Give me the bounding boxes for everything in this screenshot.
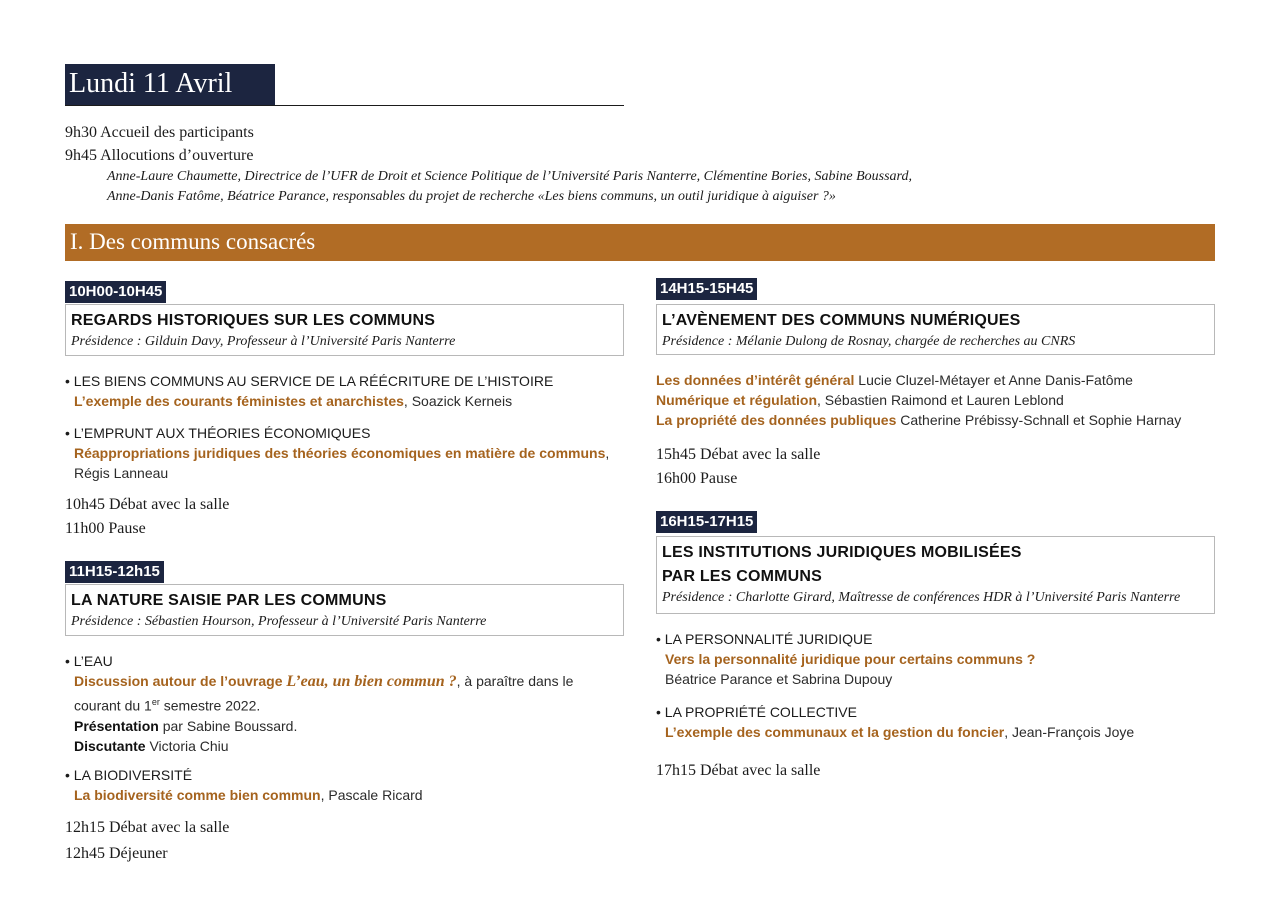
presentation-label: Présentation: [74, 717, 159, 734]
list-item: [65, 651, 625, 756]
session-header-box: [65, 584, 624, 636]
item-heading: • LA PERSONNALITÉ JURIDIQUE: [656, 631, 873, 647]
talk-speaker: , Jean-François Joye: [1004, 724, 1135, 740]
item-heading: • L’EAU: [65, 653, 113, 669]
talk-speaker: , Soazick Kerneis: [403, 393, 513, 409]
item-heading: • LES BIENS COMMUNS AU SERVICE DE LA RÉÉCRITURE DE L’HISTOIRE: [65, 373, 554, 389]
session-time-tag: 10H00-10H45: [65, 281, 166, 303]
talk-speaker: , Pascale Ricard: [320, 787, 423, 803]
intro-speakers-line-2: Anne-Danis Fatôme, Béatrice Parance, responsables du projet de recherche «Les biens communs, un outil juridique à aiguiser ?»: [107, 189, 836, 204]
talk-detail-text: semestre 2022.: [159, 697, 261, 714]
item-heading: • LA PROPRIÉTÉ COLLECTIVE: [656, 704, 857, 720]
schedule-debate: 17h15 Débat avec la salle: [656, 762, 821, 779]
presentation-text: par Sabine Boussard.: [158, 717, 298, 734]
talk-detail-sup: er: [151, 697, 160, 707]
session-presidence: Présidence : Gilduin Davy, Professeur à l’Université Paris Nanterre: [71, 334, 456, 349]
intro-welcome: 9h30 Accueil des participants: [65, 124, 254, 141]
list-item: [656, 629, 1216, 689]
talk-speaker-line: Régis Lanneau: [74, 465, 169, 481]
session-title: LA NATURE SAISIE PAR LES COMMUNS: [71, 592, 387, 609]
section-title: I. Des communs consacrés: [65, 224, 1215, 261]
talk-title: La biodiversité comme bien commun: [74, 787, 321, 803]
schedule-debate: 12h15 Débat avec la salle: [65, 819, 230, 836]
talk-title: L’exemple des courants féministes et anarchistes: [74, 393, 404, 409]
day-title: Lundi 11 Avril: [65, 64, 275, 105]
talk-speaker: , Sébastien Raimond et Lauren Leblond: [817, 392, 1064, 408]
talk-detail-line: [65, 692, 625, 716]
list-item: [656, 370, 1226, 390]
talk-title: L’exemple des communaux et la gestion du foncier: [665, 724, 1005, 740]
session-header-box: [656, 304, 1215, 355]
list-item: [656, 410, 1226, 430]
talk-title: La propriété des données publiques: [656, 412, 897, 428]
book-title: L’eau, un bien commun ?: [286, 673, 457, 690]
talk-speaker: Catherine Prébissy-Schnall et Sophie Harnay: [896, 412, 1182, 428]
talk-title: Les données d’intérêt général: [656, 372, 855, 388]
talk-list: [656, 370, 1226, 430]
session-time-tag: 11H15-12h15: [65, 561, 164, 583]
talk-title: Réappropriations juridiques des théories économiques en matière de communs: [74, 445, 606, 461]
talk-speaker-line: Béatrice Parance et Sabrina Dupouy: [665, 671, 893, 687]
intro-speakers-line-1: Anne-Laure Chaumette, Directrice de l’UFR de Droit et Science Politique de l’Université Paris Nanterre, Clémentine Bories, Sabine Boussard,: [107, 169, 912, 184]
discutante-text: Victoria Chiu: [145, 737, 229, 754]
session-header-box: [65, 304, 624, 356]
talk-title: Numérique et régulation: [656, 392, 818, 408]
discutante-line: [65, 736, 625, 756]
item-heading: • L’EMPRUNT AUX THÉORIES ÉCONOMIQUES: [65, 425, 371, 441]
session-title-line-2: PAR LES COMMUNS: [662, 568, 823, 585]
list-item: [65, 371, 625, 411]
discutante-label: Discutante: [74, 737, 146, 754]
session-title: L’AVÈNEMENT DES COMMUNS NUMÉRIQUES: [662, 312, 1021, 329]
talk-detail-text: courant du 1: [74, 697, 152, 714]
item-talk: [65, 785, 625, 805]
session-title: REGARDS HISTORIQUES SUR LES COMMUNS: [71, 312, 436, 329]
schedule-debate: 15h45 Débat avec la salle: [656, 446, 821, 463]
list-item: [65, 423, 625, 483]
talk-speaker: ,: [605, 445, 610, 461]
day-title-rule: [65, 105, 624, 106]
session-presidence: Présidence : Mélanie Dulong de Rosnay, chargée de recherches au CNRS: [662, 334, 1076, 349]
intro-opening: 9h45 Allocutions d’ouverture: [65, 147, 254, 164]
session-time-tag: 16H15-17H15: [656, 511, 757, 533]
item-talk: [65, 443, 625, 463]
item-talk: [65, 391, 625, 411]
schedule-pause: 11h00 Pause: [65, 520, 146, 537]
item-talk: [65, 671, 625, 692]
talk-title: Vers la personnalité juridique pour certains communs ?: [665, 651, 1036, 667]
list-item: [656, 390, 1226, 410]
talk-detail: , à paraître dans le: [456, 673, 574, 689]
session-header-box: [656, 536, 1215, 614]
schedule-debate: 10h45 Débat avec la salle: [65, 496, 230, 513]
list-item: [656, 702, 1216, 742]
schedule-pause: 16h00 Pause: [656, 470, 738, 487]
talk-speaker: Lucie Cluzel-Métayer et Anne Danis-Fatôme: [854, 372, 1133, 388]
session-presidence: Présidence : Charlotte Girard, Maîtresse de conférences HDR à l’Université Paris Nanterre: [662, 590, 1181, 605]
presentation-line: [65, 716, 625, 736]
talk-title: Discussion autour de l’ouvrage: [74, 673, 287, 689]
list-item: [65, 765, 625, 805]
session-title: LES INSTITUTIONS JURIDIQUES MOBILISÉES: [662, 544, 1022, 561]
session-time-tag: 14H15-15H45: [656, 278, 757, 300]
item-heading: • LA BIODIVERSITÉ: [65, 767, 193, 783]
session-presidence: Présidence : Sébastien Hourson, Professeur à l’Université Paris Nanterre: [71, 614, 487, 629]
schedule-lunch: 12h45 Déjeuner: [65, 845, 168, 862]
item-talk: [656, 722, 1216, 742]
